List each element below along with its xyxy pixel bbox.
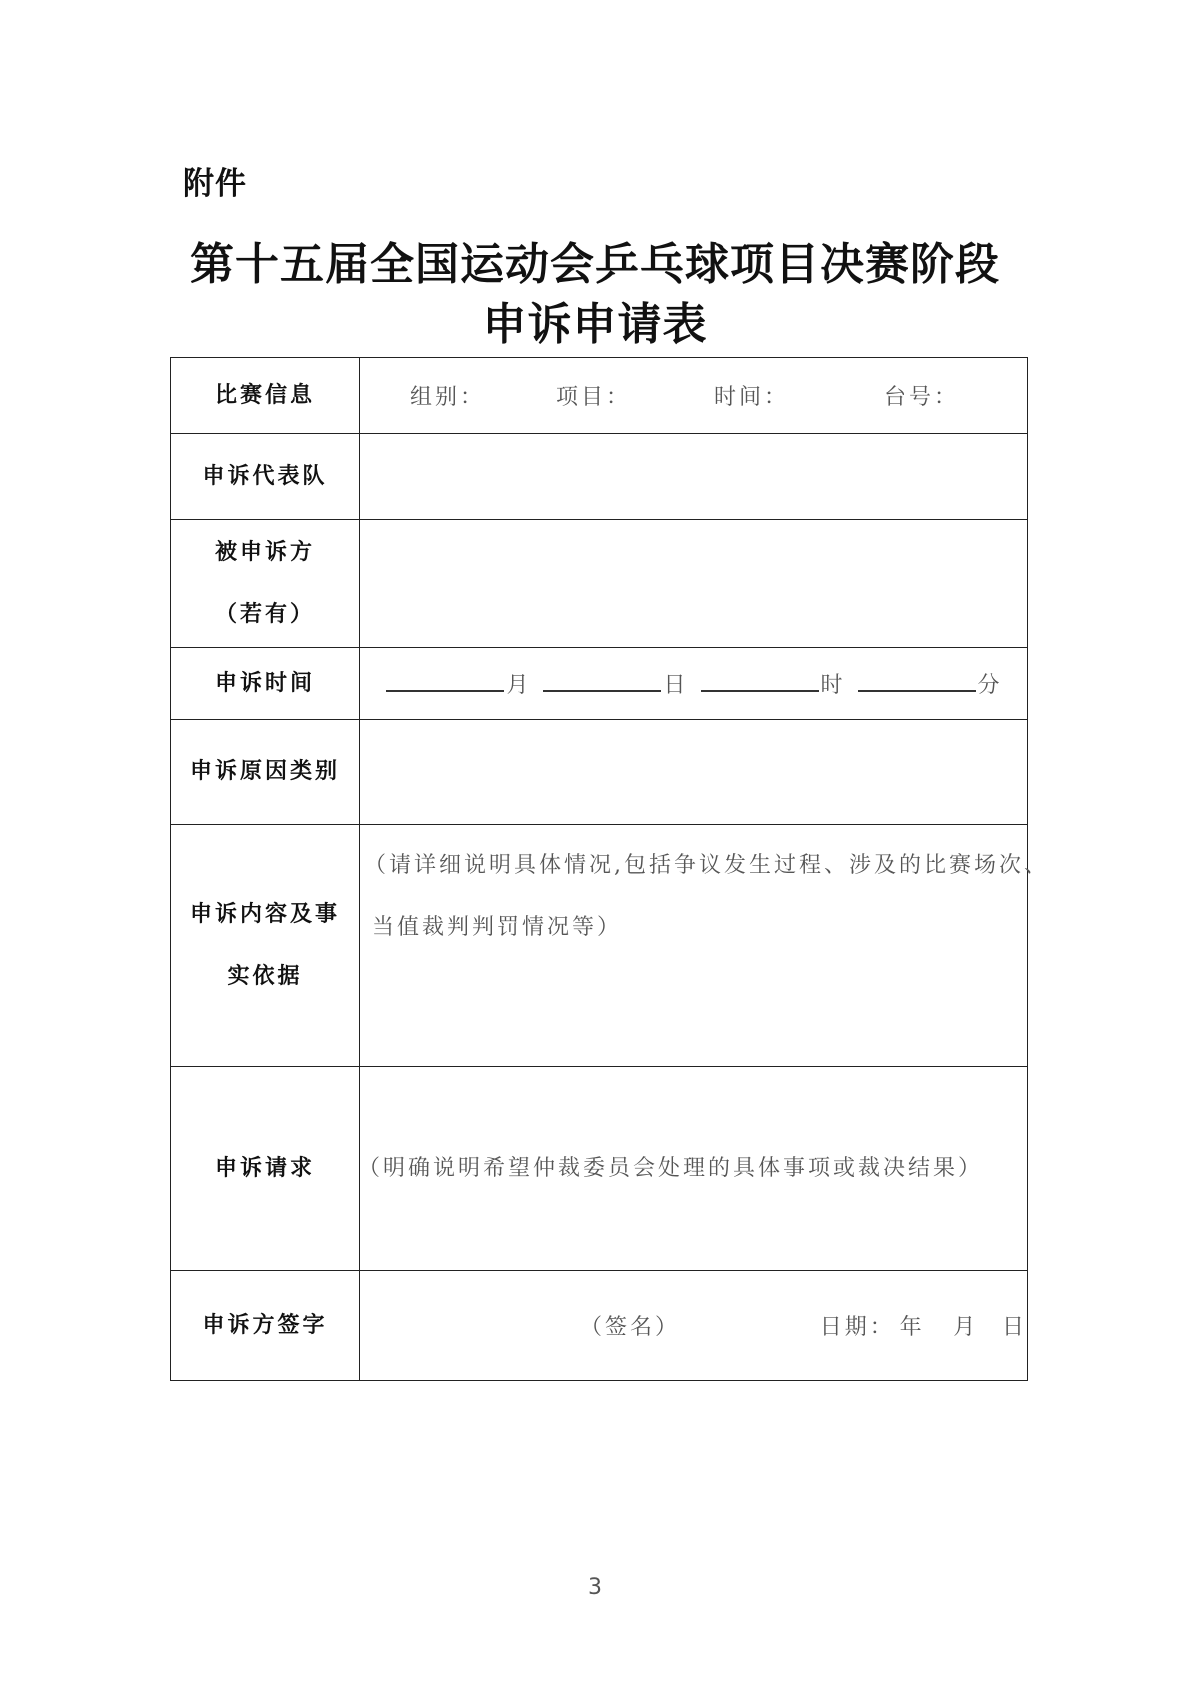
page-number: 3	[588, 1575, 602, 1600]
signature-field[interactable]	[360, 1271, 1028, 1381]
date-day: 日	[1001, 1315, 1027, 1340]
signature-label: 申诉方签字	[171, 1271, 360, 1381]
appeal-time-row	[171, 648, 1028, 720]
appeal-team-label: 申诉代表队	[171, 434, 360, 520]
respondent-label-line1: 被申诉方	[214, 539, 315, 565]
appeal-form-table	[170, 357, 1049, 1381]
content-label	[171, 825, 360, 1067]
attachment-label: 附件	[183, 166, 247, 202]
signature-row	[171, 1271, 1028, 1381]
hour-unit: 时	[820, 673, 846, 698]
appeal-time-field[interactable]	[360, 648, 1028, 720]
content-label-line1: 申诉内容及事	[189, 901, 340, 927]
match-info-row	[171, 358, 1028, 434]
respondent-label-line2: （若有）	[214, 601, 315, 627]
respondent-label	[171, 520, 360, 648]
month-unit: 月	[506, 673, 532, 698]
appeal-team-row	[171, 434, 1028, 520]
request-hint: （明确说明希望仲裁委员会处理的具体事项或裁决结果）	[358, 1155, 984, 1181]
time-label: 时间：	[714, 385, 790, 410]
match-info-label: 比赛信息	[171, 358, 360, 434]
respondent-field[interactable]	[360, 520, 1028, 648]
minute-unit: 分	[977, 673, 1003, 698]
form-title-line1: 第十五届全国运动会乒乓球项目决赛阶段	[190, 239, 1000, 290]
form-title-line2: 申诉申请表	[482, 299, 708, 350]
sign-hint: （签名）	[580, 1315, 681, 1340]
match-info-field[interactable]	[360, 358, 1028, 434]
request-field[interactable]	[360, 1067, 1028, 1271]
reason-category-label: 申诉原因类别	[171, 720, 360, 825]
day-unit: 日	[663, 673, 689, 698]
appeal-team-field[interactable]	[360, 434, 1028, 520]
event-label: 项目：	[556, 385, 632, 410]
content-hint-line1: （请详细说明具体情况,包括争议发生过程、涉及的比赛场次、	[364, 853, 1049, 878]
content-label-line2: 实依据	[227, 963, 303, 989]
date-month: 月	[953, 1315, 979, 1340]
reason-category-row	[171, 720, 1028, 825]
date-label: 日期：	[819, 1315, 895, 1340]
hour-blank[interactable]	[701, 668, 819, 692]
reason-category-field[interactable]	[360, 720, 1028, 825]
day-blank[interactable]	[543, 668, 661, 692]
minute-blank[interactable]	[858, 668, 976, 692]
date-year: 年	[899, 1315, 925, 1340]
month-blank[interactable]	[386, 668, 504, 692]
table-no-label: 台号：	[884, 385, 960, 410]
respondent-row	[171, 520, 1028, 648]
content-row	[171, 825, 1028, 1067]
content-hint	[360, 825, 1049, 959]
request-label: 申诉请求	[171, 1067, 360, 1271]
appeal-time-label: 申诉时间	[171, 648, 360, 720]
request-row	[171, 1067, 1028, 1271]
content-hint-line2: 当值裁判判罚情况等）	[372, 915, 623, 940]
content-field[interactable]	[360, 825, 1049, 1067]
group-label: 组别：	[410, 385, 486, 410]
